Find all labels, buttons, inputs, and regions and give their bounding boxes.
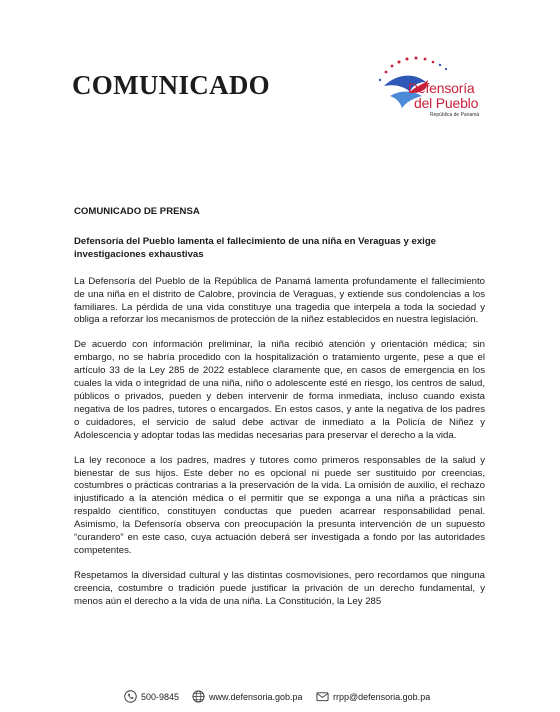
- footer-email[interactable]: [316, 690, 430, 703]
- logo-line-1: Defensoría: [408, 80, 475, 96]
- footer-website[interactable]: [192, 690, 303, 703]
- phone-number: 500-9845: [141, 691, 180, 702]
- press-release-label: COMUNICADO DE PRENSA: [74, 206, 200, 217]
- paragraph-2: De acuerdo con información preliminar, la niña recibió atención y orientación médica; sin embargo, no se habría procedido con la hospitalización o tratamiento urgente, pese a que el artículo 33 de la Ley 285 de 2022 establece claramente que, en casos de emergencia en los cuales la vida o integridad de una niña, niño o adolescente esté en riesgo, los centros de salud, públicos o privados, pueden y deben intervenir de forma inmediata, incluso cuando exista negativa de los padres, tutores o encargados. En estos casos, y ante la negativa de los padres o cuidadores, el servicio de salud debe activar de inmediato a la Policía de Niñez y Adolescencia y adoptar todas las medidas necesarias para preservar el derecho a la vida.: [74, 339, 485, 441]
- paragraph-3: La ley reconoce a los padres, madres y tutores como primeros responsables de la salud y bienestar de sus hijos. Este deber no es opcional ni puede ser sustituido por creencias, costumbres o prácticas contrarias a la preservación de la vida. La omisión de auxilio, el rechazo injustificado a la atención médica o el permitir que se exponga a una niña a prácticas sin respaldo científico, constituyen conductas que pueden acarrear responsabilidad penal. Asimismo, la Defensoría observa con preocupación la presunta intervención de un supuesto “curandero” en este caso, cuya actuación deberá ser investigada a fondo por las autoridades competentes.: [74, 454, 485, 556]
- paragraph-1: La Defensoría del Pueblo de la República de Panamá lamenta profundamente el fallecimiento de una niña en el distrito de Calobre, provincia de Veraguas, y extiende sus condolencias a los familiares. La pérdida de una vida constituye una tragedia que interpela a toda la sociedad y obliga a reforzar los mecanismos de protección de la niñez establecidos en nuestra legislación.: [74, 275, 485, 326]
- document-body: [74, 206, 485, 621]
- footer-phone: [124, 690, 179, 703]
- email-icon: [316, 690, 329, 703]
- page-heading: COMUNICADO: [72, 70, 270, 100]
- logo-subtitle: República de Panamá: [430, 112, 480, 118]
- paragraph-4: Respetamos la diversidad cultural y las distintas cosmovisiones, pero recordamos que ninguna creencia, costumbre o tradición puede justificar la privación de un derecho fundamental, y menos aún el derecho a la vida de una niña. La Constitución, la Ley 285: [74, 569, 485, 607]
- email-link[interactable]: rrpp@defensoria.gob.pa: [333, 691, 431, 702]
- document-title: Defensoría del Pueblo lamenta el fallecimiento de una niña en Veraguas y exige investigaciones exhaustivas: [74, 235, 437, 260]
- footer: [0, 686, 560, 708]
- logo-line-2: del Pueblo: [414, 95, 479, 111]
- phone-icon: [124, 690, 137, 703]
- website-link[interactable]: www.defensoria.gob.pa: [209, 691, 303, 702]
- globe-icon: [192, 690, 205, 703]
